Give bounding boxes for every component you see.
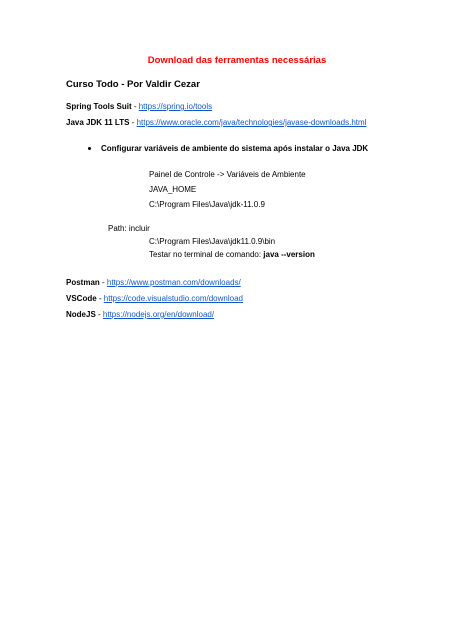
java-label: Java JDK 11 LTS — [66, 118, 130, 127]
test-line — [149, 250, 315, 260]
bullet-text: Configurar variáveis de ambiente do sistema após instalar o Java JDK — [101, 144, 369, 153]
spring-label: Spring Tools Suit — [66, 102, 132, 111]
path-value: C:\Program Files\Java\jdk11.0.9\bin — [149, 237, 276, 246]
spring-separator: - — [131, 102, 139, 111]
spring-link[interactable]: https://spring.io/tools — [138, 102, 213, 111]
vscode-link[interactable]: https://code.visualstudio.com/download — [103, 294, 243, 303]
postman-line — [66, 278, 241, 288]
nodejs-line — [66, 310, 214, 320]
postman-label: Postman — [66, 278, 100, 287]
java-line — [66, 118, 366, 128]
env-step-2: JAVA_HOME — [149, 185, 197, 194]
env-step-1: Painel de Controle -> Variáveis de Ambiente — [149, 170, 306, 179]
document-subtitle: Curso Todo - Por Valdir Cezar — [66, 79, 200, 90]
nodejs-label: NodeJS — [66, 310, 96, 319]
postman-link[interactable]: https://www.postman.com/downloads/ — [106, 278, 241, 287]
env-step-3: C:\Program Files\Java\jdk-11.0.9 — [149, 200, 265, 209]
java-separator: - — [129, 118, 137, 127]
java-link[interactable]: https://www.oracle.com/java/technologies/javase-downloads.html — [136, 118, 367, 127]
nodejs-link[interactable]: https://nodejs.org/en/download/ — [102, 310, 215, 319]
spring-line — [66, 102, 212, 112]
bullet-icon — [88, 147, 91, 150]
path-label: Path: incluir — [108, 224, 150, 233]
vscode-separator: - — [96, 294, 104, 303]
vscode-label: VSCode — [66, 294, 97, 303]
nodejs-separator: - — [95, 310, 103, 319]
test-command: java --version — [263, 250, 315, 259]
vscode-line — [66, 294, 243, 304]
postman-separator: - — [99, 278, 107, 287]
document-title: Download das ferramentas necessárias — [147, 55, 327, 66]
test-prefix: Testar no terminal de comando: — [149, 250, 264, 259]
